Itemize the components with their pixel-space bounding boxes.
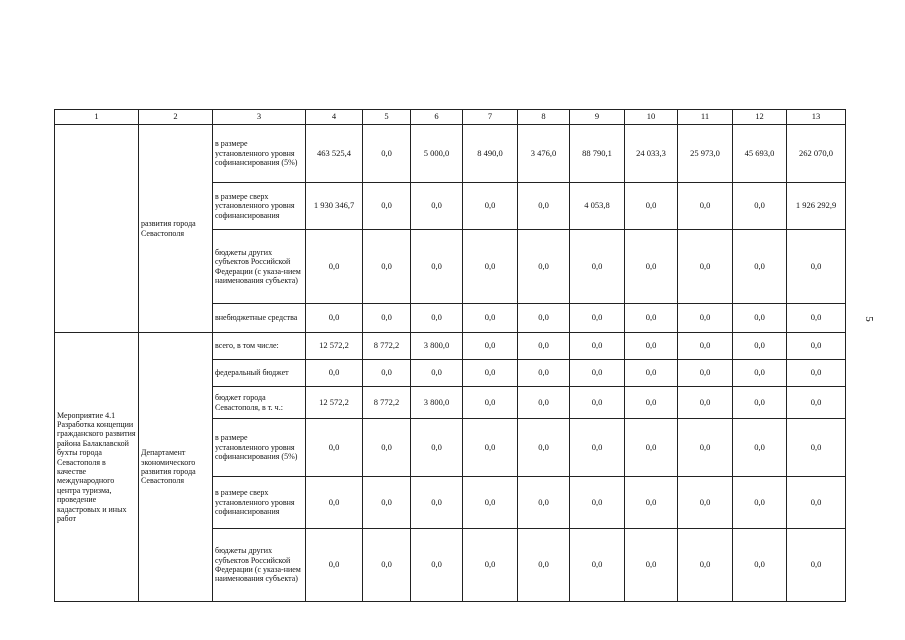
amount-cell: 262 070,0 xyxy=(787,125,846,183)
funding-source-label: бюджеты других субъектов Российской Федерации (с указа-нием наименования субъекта) xyxy=(213,230,306,304)
amount-cell: 0,0 xyxy=(463,529,518,602)
amount-cell: 0,0 xyxy=(733,360,787,387)
amount-cell: 0,0 xyxy=(306,477,363,529)
amount-cell: 0,0 xyxy=(625,387,678,419)
amount-cell: 0,0 xyxy=(570,230,625,304)
amount-cell: 0,0 xyxy=(363,360,411,387)
col-header: 6 xyxy=(411,110,463,125)
amount-cell: 0,0 xyxy=(733,183,787,230)
amount-cell: 0,0 xyxy=(787,477,846,529)
amount-cell: 0,0 xyxy=(411,529,463,602)
amount-cell: 0,0 xyxy=(570,387,625,419)
measure-name-cell xyxy=(55,125,139,333)
page-number: 5 xyxy=(862,316,875,322)
amount-cell: 0,0 xyxy=(733,230,787,304)
amount-cell: 0,0 xyxy=(678,419,733,477)
amount-cell: 0,0 xyxy=(678,333,733,360)
amount-cell: 0,0 xyxy=(518,360,570,387)
measure-name-cell: Мероприятие 4.1 Разработка концепции гражданского развития района Балаклавской бухты города Севастополя в качестве международного центра туризма, проведение кадастровых и иных работ xyxy=(55,333,139,602)
col-header: 5 xyxy=(363,110,411,125)
amount-cell: 0,0 xyxy=(411,419,463,477)
amount-cell: 0,0 xyxy=(787,230,846,304)
amount-cell: 0,0 xyxy=(787,419,846,477)
amount-cell: 0,0 xyxy=(733,304,787,333)
amount-cell: 0,0 xyxy=(363,183,411,230)
amount-cell: 0,0 xyxy=(518,477,570,529)
amount-cell: 0,0 xyxy=(787,387,846,419)
amount-cell: 0,0 xyxy=(306,360,363,387)
amount-cell: 0,0 xyxy=(570,477,625,529)
amount-cell: 0,0 xyxy=(625,333,678,360)
funding-source-label: в размере установленного уровня софинансирования (5%) xyxy=(213,419,306,477)
amount-cell: 0,0 xyxy=(733,529,787,602)
amount-cell: 0,0 xyxy=(463,230,518,304)
col-header: 10 xyxy=(625,110,678,125)
amount-cell: 0,0 xyxy=(363,304,411,333)
col-header: 3 xyxy=(213,110,306,125)
amount-cell: 0,0 xyxy=(678,360,733,387)
amount-cell: 4 053,8 xyxy=(570,183,625,230)
amount-cell: 0,0 xyxy=(625,183,678,230)
amount-cell: 0,0 xyxy=(306,304,363,333)
col-header: 9 xyxy=(570,110,625,125)
amount-cell: 0,0 xyxy=(518,230,570,304)
funding-source-label: в размере сверх установленного уровня софинансирования xyxy=(213,183,306,230)
amount-cell: 0,0 xyxy=(463,419,518,477)
col-header: 1 xyxy=(55,110,139,125)
amount-cell: 0,0 xyxy=(463,304,518,333)
amount-cell: 3 800,0 xyxy=(411,333,463,360)
amount-cell: 12 572,2 xyxy=(306,333,363,360)
amount-cell: 0,0 xyxy=(678,230,733,304)
col-header: 12 xyxy=(733,110,787,125)
amount-cell: 8 772,2 xyxy=(363,333,411,360)
amount-cell: 0,0 xyxy=(570,529,625,602)
amount-cell: 0,0 xyxy=(625,230,678,304)
amount-cell: 0,0 xyxy=(463,333,518,360)
col-header: 2 xyxy=(139,110,213,125)
block-continuation xyxy=(55,125,846,333)
amount-cell: 0,0 xyxy=(625,529,678,602)
col-header: 11 xyxy=(678,110,733,125)
amount-cell: 0,0 xyxy=(411,304,463,333)
funding-source-label: в размере сверх установленного уровня софинансирования xyxy=(213,477,306,529)
amount-cell: 0,0 xyxy=(518,419,570,477)
funding-source-label: внебюджетные средства xyxy=(213,304,306,333)
amount-cell: 0,0 xyxy=(733,477,787,529)
amount-cell: 0,0 xyxy=(363,125,411,183)
amount-cell: 0,0 xyxy=(678,304,733,333)
funding-source-label: в размере установленного уровня софинансирования (5%) xyxy=(213,125,306,183)
amount-cell: 45 693,0 xyxy=(733,125,787,183)
amount-cell: 0,0 xyxy=(363,419,411,477)
amount-cell: 0,0 xyxy=(733,387,787,419)
block-measure-4-1 xyxy=(55,333,846,602)
amount-cell: 0,0 xyxy=(463,360,518,387)
col-header: 13 xyxy=(787,110,846,125)
budget-table xyxy=(54,109,846,602)
amount-cell: 0,0 xyxy=(518,304,570,333)
amount-cell: 25 973,0 xyxy=(678,125,733,183)
amount-cell: 0,0 xyxy=(570,304,625,333)
responsible-executor-cell: развития города Севастополя xyxy=(139,125,213,333)
amount-cell: 0,0 xyxy=(787,304,846,333)
amount-cell: 24 033,3 xyxy=(625,125,678,183)
amount-cell: 88 790,1 xyxy=(570,125,625,183)
amount-cell: 0,0 xyxy=(411,360,463,387)
amount-cell: 0,0 xyxy=(518,183,570,230)
amount-cell: 0,0 xyxy=(306,230,363,304)
col-header: 8 xyxy=(518,110,570,125)
amount-cell: 0,0 xyxy=(787,529,846,602)
amount-cell: 0,0 xyxy=(625,304,678,333)
amount-cell: 0,0 xyxy=(570,419,625,477)
amount-cell: 0,0 xyxy=(411,477,463,529)
funding-source-label: всего, в том числе: xyxy=(213,333,306,360)
amount-cell: 0,0 xyxy=(625,477,678,529)
amount-cell: 0,0 xyxy=(411,230,463,304)
funding-source-label: федеральный бюджет xyxy=(213,360,306,387)
amount-cell: 0,0 xyxy=(463,387,518,419)
amount-cell: 12 572,2 xyxy=(306,387,363,419)
amount-cell: 0,0 xyxy=(678,477,733,529)
amount-cell: 0,0 xyxy=(518,387,570,419)
amount-cell: 0,0 xyxy=(678,529,733,602)
amount-cell: 0,0 xyxy=(363,230,411,304)
amount-cell: 0,0 xyxy=(787,360,846,387)
funding-source-label: бюджет города Севастополя, в т. ч.: xyxy=(213,387,306,419)
col-header: 4 xyxy=(306,110,363,125)
amount-cell: 5 000,0 xyxy=(411,125,463,183)
amount-cell: 463 525,4 xyxy=(306,125,363,183)
amount-cell: 1 926 292,9 xyxy=(787,183,846,230)
amount-cell: 0,0 xyxy=(411,183,463,230)
amount-cell: 0,0 xyxy=(463,477,518,529)
table-row xyxy=(55,333,846,360)
amount-cell: 0,0 xyxy=(733,333,787,360)
amount-cell: 0,0 xyxy=(733,419,787,477)
col-header: 7 xyxy=(463,110,518,125)
amount-cell: 3 800,0 xyxy=(411,387,463,419)
amount-cell: 0,0 xyxy=(518,529,570,602)
funding-source-label: бюджеты других субъектов Российской Федерации (с указа-нием наименования субъекта) xyxy=(213,529,306,602)
amount-cell: 0,0 xyxy=(570,333,625,360)
amount-cell: 0,0 xyxy=(787,333,846,360)
amount-cell: 0,0 xyxy=(306,529,363,602)
amount-cell: 0,0 xyxy=(363,477,411,529)
amount-cell: 0,0 xyxy=(463,183,518,230)
amount-cell: 0,0 xyxy=(625,360,678,387)
amount-cell: 0,0 xyxy=(363,529,411,602)
amount-cell: 0,0 xyxy=(518,333,570,360)
amount-cell: 8 490,0 xyxy=(463,125,518,183)
table-row xyxy=(55,125,846,183)
amount-cell: 0,0 xyxy=(625,419,678,477)
responsible-executor-cell: Департамент экономического развития города Севастополя xyxy=(139,333,213,602)
amount-cell: 1 930 346,7 xyxy=(306,183,363,230)
amount-cell: 0,0 xyxy=(570,360,625,387)
amount-cell: 0,0 xyxy=(678,387,733,419)
column-number-row xyxy=(55,110,846,125)
amount-cell: 8 772,2 xyxy=(363,387,411,419)
amount-cell: 0,0 xyxy=(678,183,733,230)
amount-cell: 3 476,0 xyxy=(518,125,570,183)
amount-cell: 0,0 xyxy=(306,419,363,477)
